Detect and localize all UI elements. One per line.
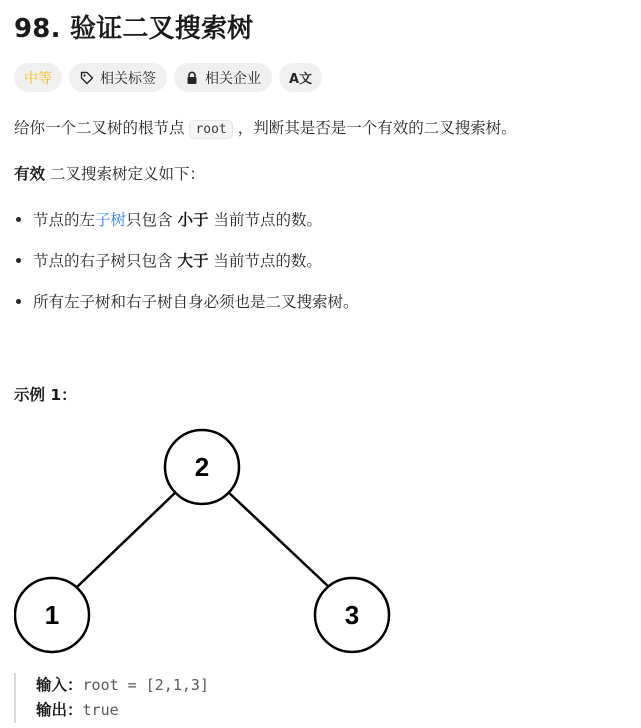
tag-icon [80, 71, 94, 85]
related-companies-label: 相关企业 [205, 70, 261, 87]
bullet-text: 节点的左 [33, 211, 96, 229]
node-label-root: 2 [194, 452, 210, 482]
description-text-end: ，判断其是否是一个有效的二叉搜索树。 [237, 119, 517, 137]
related-topics-label: 相关标签 [100, 70, 156, 87]
problem-title [14, 8, 253, 45]
bullet-text: 所有左子树和右子树自身必须也是二叉搜索树。 [33, 293, 359, 311]
lock-icon [185, 71, 199, 85]
valid-definition: 二叉搜索树定义如下： [49, 165, 205, 183]
node-label-left: 1 [44, 600, 60, 630]
difficulty-label: 中等 [24, 70, 52, 87]
input-value: root = [2,1,3] [82, 676, 209, 694]
bullet-text: 只包含 [126, 211, 173, 229]
problem-number: 98. [14, 14, 61, 44]
example-title: 示例 1： [14, 386, 77, 404]
description-text: 给你一个二叉树的根节点 [14, 119, 185, 137]
list-item [14, 287, 359, 328]
subtree-link[interactable]: 子树 [95, 211, 127, 229]
bullet-text: 节点的右子树只包含 [33, 252, 173, 270]
inline-code-root: root [189, 120, 232, 139]
translate-icon: A文 [289, 72, 313, 87]
edge-root-left [76, 490, 178, 588]
tag-bar [14, 63, 322, 92]
difficulty-badge[interactable] [14, 63, 62, 92]
list-item [14, 246, 359, 287]
bullet-bold: 大于 [177, 252, 209, 270]
valid-bold: 有效 [14, 165, 46, 183]
problem-name: 验证二叉搜索树 [69, 14, 254, 44]
output-label: 输出： [36, 701, 83, 719]
example-input [36, 673, 209, 698]
list-item [14, 205, 359, 246]
example-output [36, 698, 209, 723]
bullet-bold: 小于 [177, 211, 209, 229]
bullet-text: 当前节点的数。 [213, 252, 322, 270]
edge-root-right [226, 490, 330, 588]
bullet-text: 当前节点的数。 [213, 211, 322, 229]
output-value: true [82, 701, 119, 719]
description-line-1 [14, 116, 517, 138]
related-companies-button[interactable] [174, 63, 272, 92]
input-label: 输入： [36, 676, 83, 694]
definition-list [14, 205, 359, 328]
description-line-2 [14, 162, 205, 184]
related-topics-button[interactable] [69, 63, 167, 92]
example-io-block [14, 673, 209, 723]
translate-button[interactable] [279, 63, 322, 92]
node-label-right: 3 [344, 600, 360, 630]
binary-tree-diagram [14, 424, 394, 656]
